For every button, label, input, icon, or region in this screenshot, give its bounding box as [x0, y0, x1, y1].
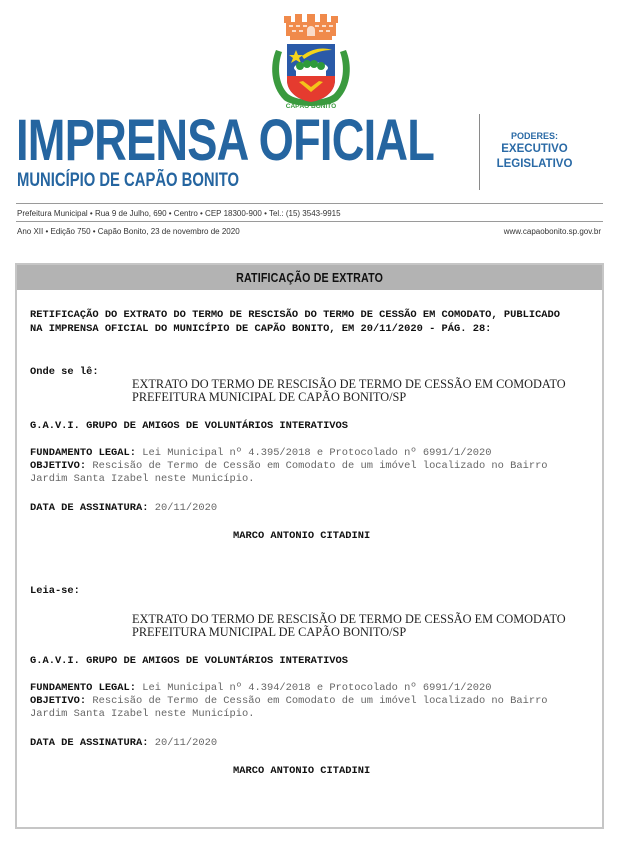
correct-signature-date	[30, 737, 217, 750]
objective-value: Rescisão de Termo de Cessão em Comodato de um imóvel localizado no Bairro	[86, 695, 548, 707]
wrong-signature-date	[30, 502, 217, 515]
wrong-heading-line-2: PREFEITURA MUNICIPAL DE CAPÃO BONITO/SP	[132, 390, 407, 404]
correct-legal-basis	[30, 682, 491, 695]
signature-date-label: DATA DE ASSINATURA:	[30, 502, 149, 514]
wrong-signatory: MARCO ANTONIO CITADINI	[233, 530, 371, 542]
wrong-objective	[30, 460, 548, 473]
wrong-heading-line-1: EXTRATO DO TERMO DE RESCISÃO DE TERMO DE CESSÃO EM COMODATO	[132, 377, 566, 391]
correct-heading-line-1: EXTRATO DO TERMO DE RESCISÃO DE TERMO DE CESSÃO EM COMODATO	[132, 612, 566, 626]
powers-block	[482, 130, 587, 172]
objective-value: Rescisão de Termo de Cessão em Comodato de um imóvel localizado no Bairro	[86, 460, 548, 472]
signature-date-value: 20/11/2020	[148, 502, 218, 514]
correct-signatory: MARCO ANTONIO CITADINI	[233, 765, 371, 777]
section-title: RATIFICAÇÃO DE EXTRATO	[236, 270, 383, 285]
wrong-party: G.A.V.I. GRUPO DE AMIGOS DE VOLUNTÁRIOS INTERATIVOS	[30, 420, 349, 432]
power-executive: EXECUTIVO	[501, 143, 568, 155]
intro-line-1: RETIFICAÇÃO DO EXTRATO DO TERMO DE RESCISÃO DO TERMO DE CESSÃO EM COMODATO, PUBLICADO	[30, 309, 561, 321]
wrong-legal-basis	[30, 447, 491, 460]
correct-version-label: Leia-se:	[30, 585, 80, 597]
power-legislative: LEGISLATIVO	[496, 158, 573, 170]
intro-line-2: NA IMPRENSA OFICIAL DO MUNICÍPIO DE CAPÃO BONITO, EM 20/11/2020 - PÁG. 28:	[30, 323, 492, 335]
svg-text:CAPÃO BONITO: CAPÃO BONITO	[285, 103, 337, 110]
header-rule-middle	[16, 221, 603, 222]
signature-date-label: DATA DE ASSINATURA:	[30, 737, 149, 749]
objective-label: OBJETIVO:	[30, 460, 87, 472]
address-line: Prefeitura Municipal • Rua 9 de Julho, 690 • Centro • CEP 18300-900 • Tel.: (15) 3543-9915	[17, 209, 341, 218]
powers-label: PODERES:	[510, 131, 558, 141]
wrong-version-label: Onde se lê:	[30, 366, 99, 378]
legal-basis-label: FUNDAMENTO LEGAL:	[30, 682, 137, 694]
header-rule-top	[16, 203, 603, 204]
signature-date-value: 20/11/2020	[148, 737, 218, 749]
wrong-objective-continued: Jardim Santa Izabel neste Município.	[30, 473, 255, 485]
publication-title: IMPRENSA OFICIAL	[16, 108, 435, 173]
edition-line: Ano XII • Edição 750 • Capão Bonito, 23 de novembro de 2020	[17, 227, 240, 236]
municipal-coat-of-arms-icon	[268, 14, 354, 110]
municipality-name: MUNICÍPIO DE CAPÃO BONITO	[17, 170, 240, 191]
legal-basis-value: Lei Municipal nº 4.395/2018 e Protocolado nº 6991/1/2020	[136, 447, 492, 459]
legal-basis-value: Lei Municipal nº 4.394/2018 e Protocolado nº 6991/1/2020	[136, 682, 492, 694]
header-divider	[479, 114, 480, 190]
correct-objective-continued: Jardim Santa Izabel neste Município.	[30, 708, 255, 720]
notice-section-header	[17, 265, 602, 290]
website-link[interactable]: www.capaobonito.sp.gov.br	[503, 227, 601, 236]
correct-heading-line-2: PREFEITURA MUNICIPAL DE CAPÃO BONITO/SP	[132, 625, 407, 639]
correct-party: G.A.V.I. GRUPO DE AMIGOS DE VOLUNTÁRIOS INTERATIVOS	[30, 655, 349, 667]
correct-objective	[30, 695, 548, 708]
objective-label: OBJETIVO:	[30, 695, 87, 707]
legal-basis-label: FUNDAMENTO LEGAL:	[30, 447, 137, 459]
